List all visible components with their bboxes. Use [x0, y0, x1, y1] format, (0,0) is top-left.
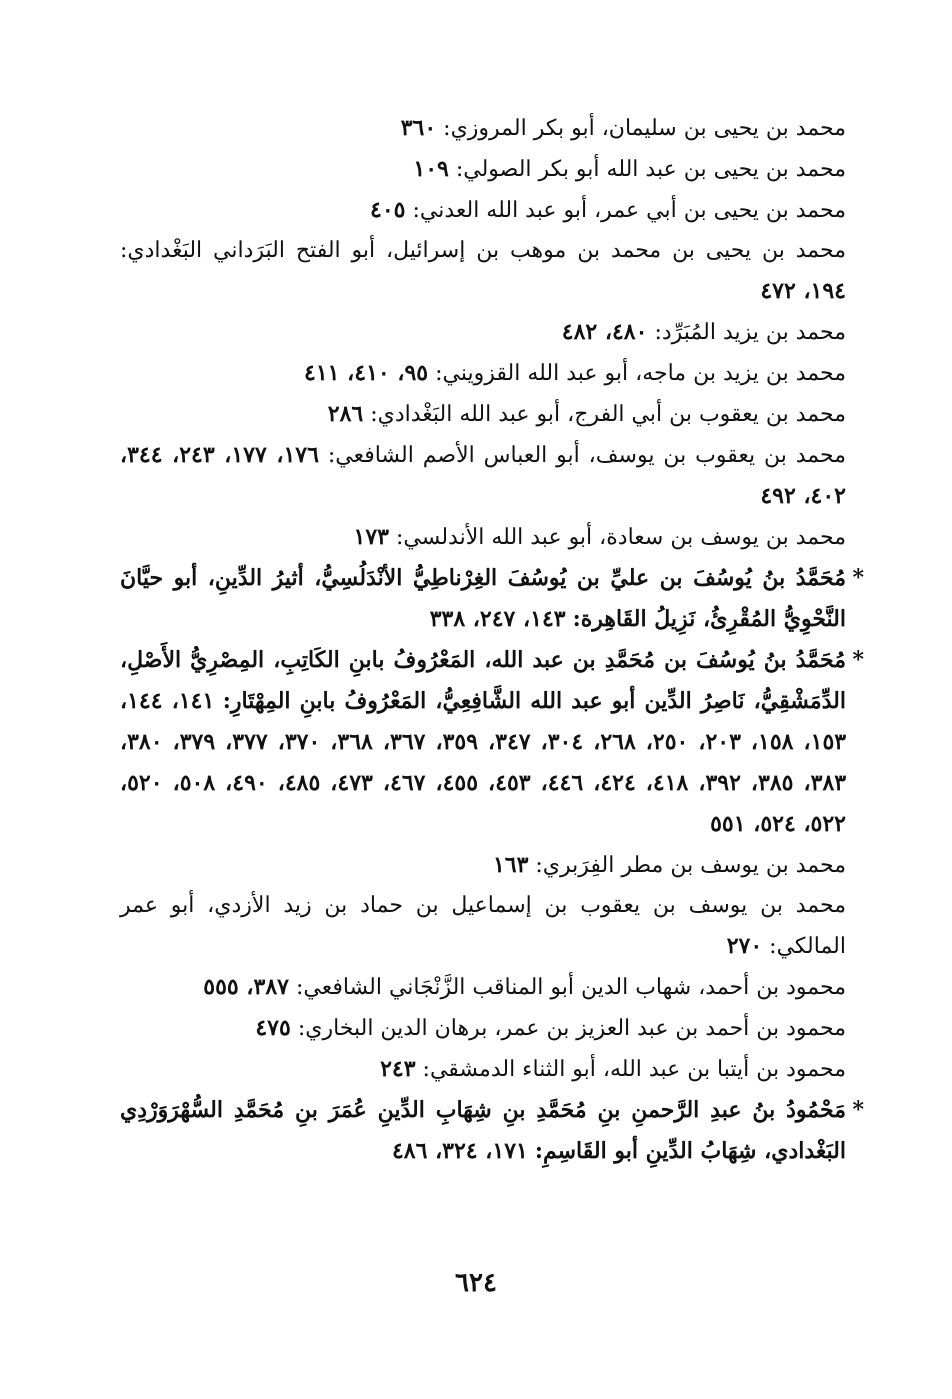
entry-pages: ٣٨٧، ٥٥٥ [203, 974, 289, 1000]
entry-pages: ١٠٩ [413, 156, 449, 182]
entry-name: محمد بن يحيى بن محمد بن موهب بن إسرائيل، أبو الفتح البَرَداني البَغْدادي: [120, 238, 846, 263]
page-number: ٦٢٤ [455, 1268, 497, 1298]
entry-pages: ١٧٦، ١٧٧، ٢٤٣، ٣٤٤، ٤٠٢، ٤٩٢ [120, 442, 846, 509]
entry-name: محمود بن أيتبا بن عبد الله، أبو الثناء الدمشقي: [422, 1057, 846, 1082]
index-entry [120, 1008, 846, 1049]
index-entry [120, 886, 846, 967]
entry-name: محمد بن يوسف بن مطر الفِرَبري: [535, 853, 846, 878]
index-entry [120, 149, 846, 190]
index-entry [120, 312, 846, 353]
entry-name: محمد بن يحيى بن سليمان، أبو بكر المروزي: [443, 116, 846, 141]
entry-pages: ١٤٣، ٢٤٧، ٣٣٨ [429, 606, 566, 632]
entry-name: محمود بن أحمد بن عبد العزيز بن عمر، برهان الدين البخاري: [297, 1016, 846, 1041]
entry-pages: ٢٨٦ [327, 401, 364, 427]
entry-pages: ٢٤٣ [380, 1056, 416, 1082]
index-entry-featured [120, 640, 864, 845]
entry-pages: ١٩٤، ٤٧٢ [760, 278, 846, 304]
index-entry [120, 845, 846, 886]
index-entry [120, 231, 846, 312]
index-entry [120, 967, 846, 1008]
star-marker: * [852, 647, 864, 673]
entry-name: محمد بن يزيد بن ماجه، أبو عبد الله القزويني: [435, 361, 846, 386]
index-entry [120, 108, 846, 149]
index-entry [120, 394, 846, 435]
entry-pages: ٤٧٥ [255, 1015, 291, 1041]
index-entry [120, 1049, 846, 1090]
entry-pages: ١٧٣ [353, 524, 389, 550]
index-entry-featured [120, 558, 864, 640]
entry-pages: ٤٠٥ [370, 197, 406, 223]
entry-pages: ١٦٣ [492, 852, 529, 878]
entry-name: مَحْمُودُ بنُ عبدِ الرَّحمنِ بنِ مُحَمَّدِ بنِ شِهَابِ الدِّينِ عُمَرَ بنِ مُحَمَّدِ السُّهْرَوَرْدِي البَغْدادي، شِهَابُ الدِّينِ أبو القَاسِمِ: [120, 1097, 846, 1164]
entry-name: مُحَمَّدُ بنُ يُوسُفَ بن عليِّ بن يُوسُفَ الغِرْناطِيُّ الأنْدَلُسِيُّ، أثيرُ الدِّينِ، أبو حيَّانَ النَّحْوِيُّ المُقْرِئُ، نَزِيلُ القَاهِرة: [120, 565, 846, 632]
index-entry [120, 190, 846, 231]
entry-name: محمد بن يحيى بن أبي عمر، أبو عبد الله العدني: [412, 198, 846, 223]
entry-pages: ٤٨٠، ٤٨٢ [561, 319, 648, 345]
entry-name: محمد بن يعقوب بن يوسف، أبو العباس الأصم الشافعي: [327, 443, 846, 468]
entry-name: محمد بن يحيى بن عبد الله أبو بكر الصولي: [455, 157, 846, 182]
entry-name: مُحَمَّدُ بنُ يُوسُفَ بن مُحَمَّدِ بن عبد الله، المَعْرُوفُ بابنِ الكَاتِبِ، المِصْرِيُّ الأَصْلِ، الدِّمَشْقِيُّ، نَاصِرُ الدِّين أبو عبد الله الشَّافِعِيُّ، المَعْرُوفُ بابنِ المِهْتَارِ: [120, 647, 846, 714]
entry-name: محمود بن أحمد، شهاب الدين أبو المناقب الزَّنْجَاني الشافعي: [295, 975, 846, 1000]
entry-pages: ٢٧٠ [726, 933, 763, 959]
entry-pages: ٣٦٠ [400, 115, 437, 141]
entry-name: محمد بن يزيد المُبَرِّد: [654, 320, 846, 345]
index-entry-list [120, 108, 864, 1172]
index-entry [120, 435, 846, 517]
entry-name: محمد بن يعقوب بن أبي الفرج، أبو عبد الله البَغْدادي: [370, 402, 846, 427]
index-entry [120, 353, 846, 394]
index-entry-featured [120, 1090, 864, 1172]
entry-pages: ٩٥، ٤١٠، ٤١١ [304, 360, 429, 386]
entry-name: محمد بن يوسف بن سعادة، أبو عبد الله الأندلسي: [395, 525, 846, 550]
entry-name: محمد بن يوسف بن يعقوب بن إسماعيل بن حماد بن زيد الأزدي، أبو عمر المالكي: [120, 893, 846, 959]
star-marker: * [852, 1097, 864, 1123]
index-entry [120, 517, 846, 558]
entry-pages: ١٤١، ١٤٤، ١٥٣، ١٥٨، ٢٠٣، ٢٥٠، ٢٦٨، ٣٠٤، ٣٤٧، ٣٥٩، ٣٦٧، ٣٦٨، ٣٧٠، ٣٧٧، ٣٧٩، ٣٨٠، ٣٨٣، ٣٨٥، ٣٩٢، ٤١٨، ٤٢٤، ٤٤٦، ٤٥٣، ٤٥٥، ٤٦٧، ٤٧٣، ٤٨٥، ٤٩٠، ٥٠٨، ٥٢٠، ٥٢٢، ٥٢٤، ٥٥١ [120, 688, 847, 837]
star-marker: * [852, 565, 864, 591]
entry-pages: ١٧١، ٣٢٤، ٤٨٦ [391, 1138, 528, 1164]
